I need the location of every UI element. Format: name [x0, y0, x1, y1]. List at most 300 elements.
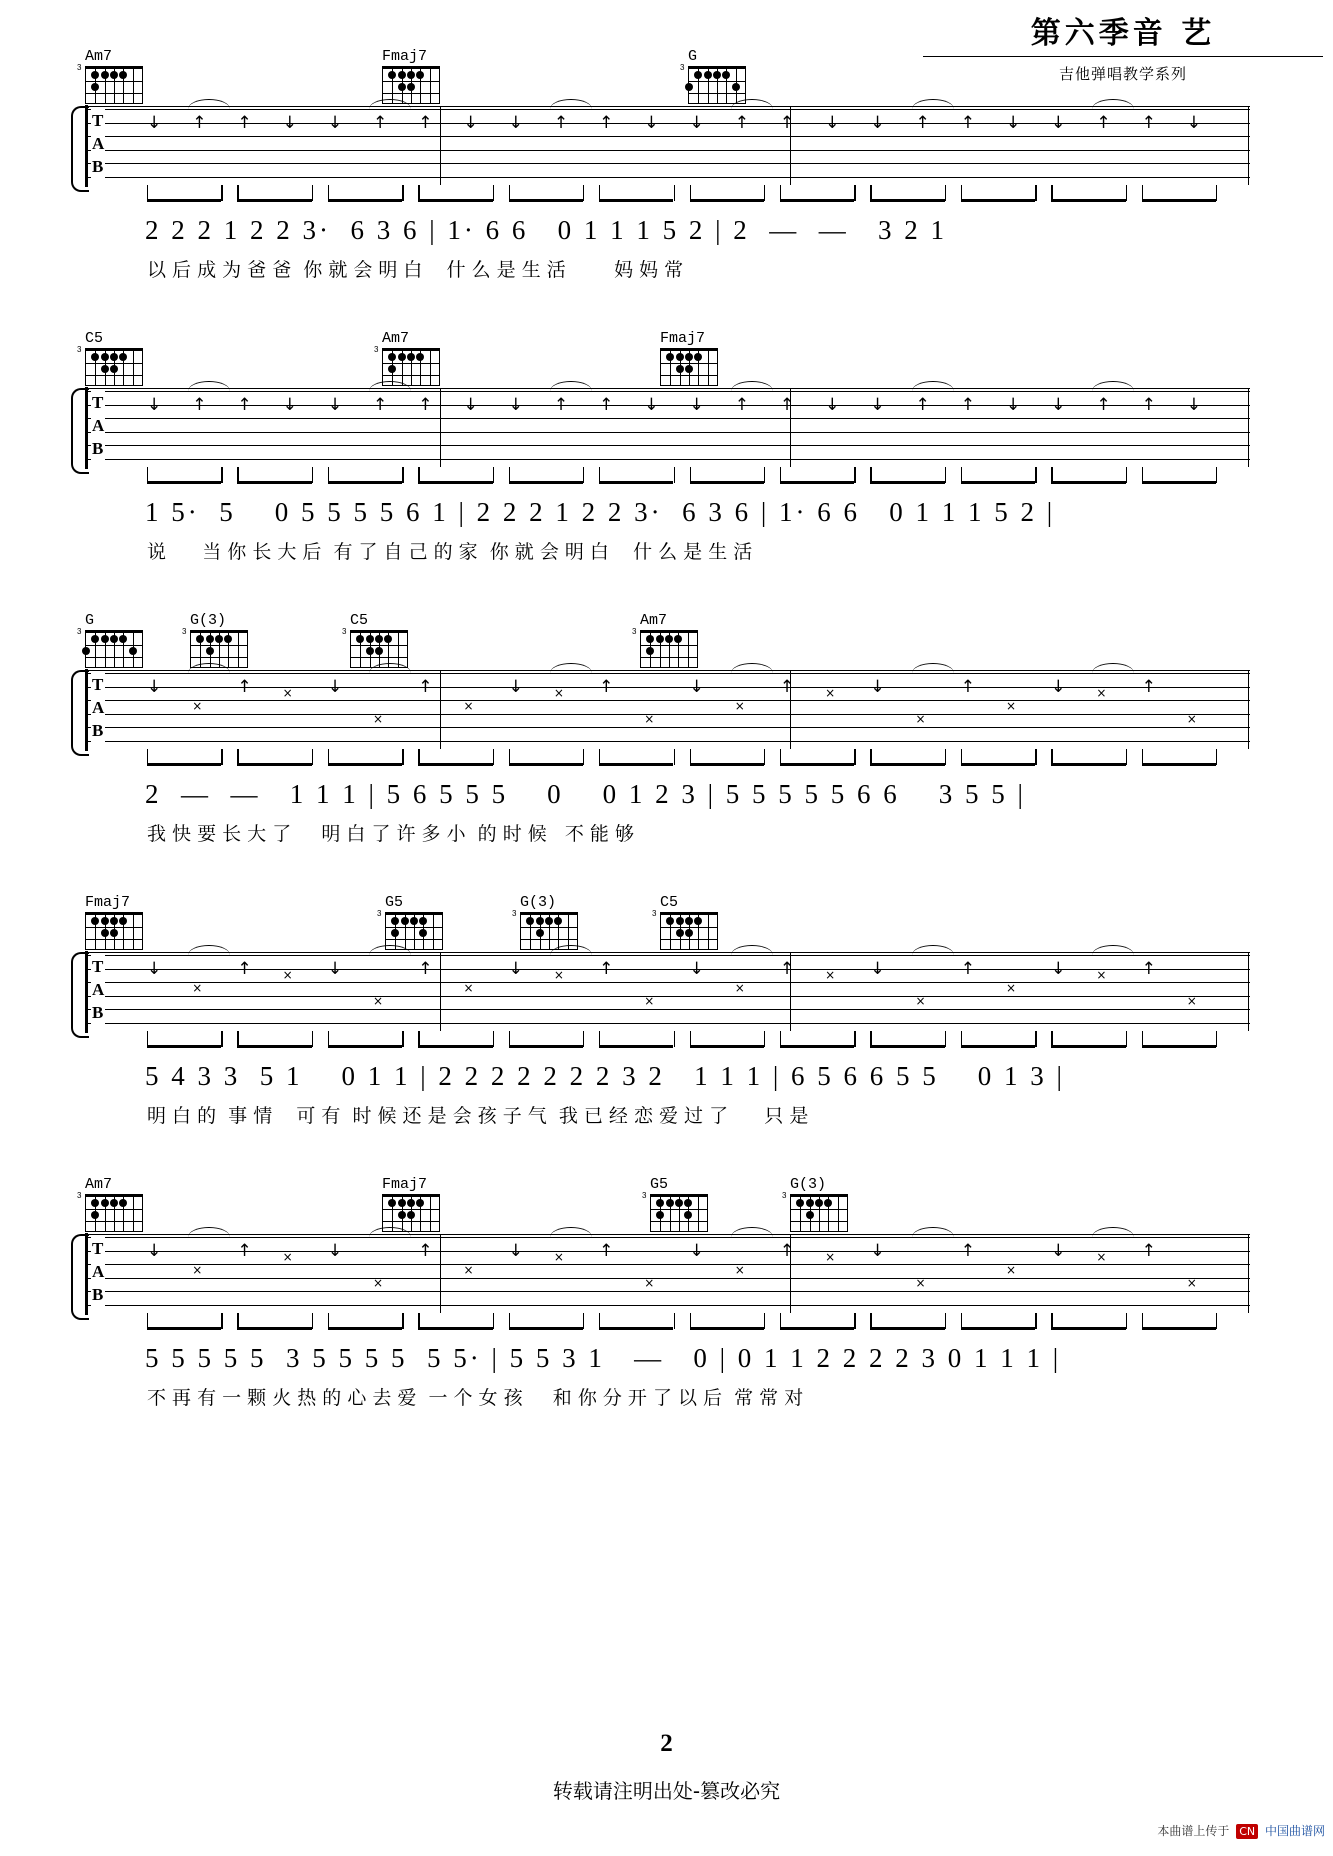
- strum-arrow: ↑: [1141, 1241, 1156, 1261]
- system-bracket: [71, 1234, 89, 1320]
- tab-clef: T A B: [92, 111, 105, 176]
- chord-grid: [790, 1194, 848, 1232]
- barline: [1248, 107, 1249, 185]
- lyrics-text: 说 当 你 长 大 后 有 了 自 己 的 家 你 就 会 明 白 什 么 是 生 活: [147, 541, 753, 563]
- chord-finger-dot: [110, 929, 118, 937]
- chord-finger-dot: [196, 635, 204, 643]
- barline: [1248, 953, 1249, 1031]
- mute-x-mark: ×: [644, 712, 655, 726]
- strum-arrow: ↓: [327, 395, 343, 415]
- strum-arrow: ↓: [1051, 1241, 1066, 1261]
- strum-arrow: ↑: [192, 395, 207, 415]
- chord-finger-dot: [407, 71, 415, 79]
- chord-finger-dot: [685, 353, 693, 361]
- notation-row: 5 4 3 3 5 1 0 1 1 | 2 2 2 2 2 2 2 3 2 1 1 1 | 6 5 6 6 5 5 0 1 3 |: [145, 1061, 1065, 1091]
- chord-finger-dot: [401, 917, 409, 925]
- strum-arrow: ↓: [870, 959, 885, 979]
- chord-row: [77, 612, 1250, 670]
- strum-arrow: ↓: [1051, 113, 1066, 133]
- header-title: 第六季音 艺: [1030, 16, 1216, 51]
- mute-x-mark: ×: [1096, 968, 1107, 982]
- chord-grid: [85, 348, 143, 386]
- strum-arrow: ↓: [508, 959, 523, 979]
- chord-finger-dot: [685, 929, 693, 937]
- strum-arrow: ↓: [644, 113, 659, 133]
- chord-finger-dot: [656, 635, 664, 643]
- strum-arrow: ↓: [1186, 113, 1202, 133]
- strum-arrow: ↓: [1051, 959, 1066, 979]
- strum-arrow: ↑: [1096, 395, 1111, 415]
- mute-x-mark: ×: [463, 699, 474, 713]
- tab-staff: [85, 1234, 1250, 1313]
- credit-site-name: 中国曲谱网: [1264, 1824, 1325, 1838]
- mute-x-mark: ×: [915, 1276, 926, 1290]
- strum-arrow: ↑: [960, 113, 975, 133]
- fret-marker: 3: [374, 345, 379, 354]
- strum-arrow: ↑: [237, 395, 252, 415]
- mute-x-mark: ×: [1186, 1276, 1197, 1290]
- chord-finger-dot: [416, 71, 424, 79]
- strum-arrow: ↑: [1141, 677, 1156, 697]
- mute-x-mark: ×: [373, 712, 384, 726]
- lyrics-row: [85, 819, 1250, 853]
- chord-finger-dot: [391, 917, 399, 925]
- chord-finger-dot: [646, 647, 654, 655]
- chord-finger-dot: [119, 1199, 127, 1207]
- strum-arrow: ↑: [192, 113, 207, 133]
- chord-finger-dot: [407, 1211, 415, 1219]
- chord-grid: [85, 66, 143, 104]
- chord-diagram-fmaj7: [660, 330, 730, 386]
- strum-arrow: ↑: [418, 113, 433, 133]
- chord-finger-dot: [82, 647, 90, 655]
- fret-marker: 3: [652, 909, 657, 918]
- strum-arrow: ↑: [779, 959, 795, 979]
- mute-x-mark: ×: [644, 1276, 655, 1290]
- chord-finger-dot: [536, 917, 544, 925]
- chord-finger-dot: [110, 1199, 118, 1207]
- strum-arrow: ↑: [1096, 113, 1111, 133]
- strum-arrow: ↓: [463, 395, 478, 415]
- mute-x-mark: ×: [282, 968, 293, 982]
- credit-prefix: 本曲谱上传于: [1157, 1824, 1230, 1838]
- chord-finger-dot: [101, 365, 109, 373]
- strum-arrow: ↑: [960, 395, 975, 415]
- chord-diagram-c5: [77, 330, 155, 386]
- fret-marker: 3: [77, 1191, 82, 1200]
- mute-x-mark: ×: [553, 686, 564, 700]
- chord-row: [77, 330, 1250, 388]
- chord-name: Am7: [85, 48, 113, 65]
- strum-arrow: ↑: [960, 959, 975, 979]
- chord-finger-dot: [110, 635, 118, 643]
- barline: [440, 389, 441, 467]
- chord-finger-dot: [110, 71, 118, 79]
- chord-finger-dot: [407, 1199, 415, 1207]
- lyrics-text: 不 再 有 一 颗 火 热 的 心 去 爱 一 个 女 孩 和 你 分 开 了 以 后 常 常 对: [147, 1387, 804, 1409]
- chord-finger-dot: [101, 353, 109, 361]
- mute-x-mark: ×: [373, 1276, 384, 1290]
- strum-arrow: ↑: [418, 677, 433, 697]
- chord-finger-dot: [398, 353, 406, 361]
- numbered-notation: [85, 493, 1250, 537]
- chord-finger-dot: [398, 71, 406, 79]
- page-number: 2: [660, 1730, 673, 1757]
- copyright-notice: 转载请注明出处-篡改必究: [552, 1779, 781, 1803]
- rhythm-beams: [85, 749, 1250, 775]
- strum-arrow: ↑: [553, 395, 569, 415]
- strum-arrow: ↓: [1051, 395, 1066, 415]
- chord-name: Fmaj7: [660, 330, 706, 347]
- chord-finger-dot: [119, 353, 127, 361]
- system-5: [77, 1176, 1250, 1417]
- chord-finger-dot: [388, 1199, 396, 1207]
- numbered-notation: [85, 211, 1250, 255]
- strum-arrow: ↓: [870, 113, 885, 133]
- system-bracket: [71, 952, 89, 1038]
- chord-name: G(3): [790, 1176, 827, 1193]
- mute-x-mark: ×: [734, 981, 745, 995]
- chord-finger-dot: [675, 1199, 683, 1207]
- chord-finger-dot: [375, 635, 383, 643]
- chord-finger-dot: [674, 635, 682, 643]
- numbered-notation: [85, 775, 1250, 819]
- chord-diagram-fmaj7: [382, 1176, 452, 1232]
- chord-diagram-g3: [512, 894, 590, 950]
- chord-finger-dot: [704, 71, 712, 79]
- chord-finger-dot: [398, 1199, 406, 1207]
- strum-arrow: ↑: [915, 113, 930, 133]
- notation-row: 2 2 2 1 2 2 3· 6 3 6 | 1· 6 6 0 1 1 1 5 2 | 2 — — 3 2 1: [145, 215, 948, 245]
- chord-finger-dot: [676, 917, 684, 925]
- chord-finger-dot: [536, 929, 544, 937]
- chord-finger-dot: [665, 635, 673, 643]
- chord-grid: [85, 1194, 143, 1232]
- strum-arrow: ↑: [1141, 395, 1156, 415]
- strum-arrow: ↓: [689, 113, 704, 133]
- chord-finger-dot: [806, 1199, 814, 1207]
- fret-marker: 3: [632, 627, 637, 636]
- chord-diagram-g3: [782, 1176, 860, 1232]
- system-bracket: [71, 388, 89, 474]
- chord-finger-dot: [119, 917, 127, 925]
- chord-finger-dot: [526, 917, 534, 925]
- rhythm-beams: [85, 467, 1250, 493]
- site-logo-icon: CN: [1236, 1824, 1258, 1839]
- mute-x-mark: ×: [463, 1263, 474, 1277]
- chord-finger-dot: [419, 929, 427, 937]
- mute-x-mark: ×: [1096, 686, 1107, 700]
- strum-arrow: ↑: [237, 113, 252, 133]
- strum-arrow: ↑: [418, 1241, 433, 1261]
- barline: [440, 953, 441, 1031]
- fret-marker: 3: [342, 627, 347, 636]
- strum-arrow: ↑: [779, 113, 795, 133]
- mute-x-mark: ×: [1005, 1263, 1017, 1277]
- chord-grid: [650, 1194, 708, 1232]
- chord-diagram-g5: [377, 894, 455, 950]
- system-2: [77, 330, 1250, 571]
- chord-finger-dot: [732, 83, 740, 91]
- strum-arrow: ↓: [147, 677, 162, 697]
- chord-name: Am7: [640, 612, 668, 629]
- chord-finger-dot: [713, 71, 721, 79]
- chord-finger-dot: [666, 1199, 674, 1207]
- tab-staff: [85, 952, 1250, 1031]
- chord-finger-dot: [416, 353, 424, 361]
- mute-x-mark: ×: [915, 712, 926, 726]
- chord-finger-dot: [676, 365, 684, 373]
- numbered-notation: [85, 1057, 1250, 1101]
- mute-x-mark: ×: [915, 994, 926, 1008]
- system-1: [77, 48, 1250, 289]
- chord-name: Fmaj7: [382, 1176, 428, 1193]
- chord-diagram-am7: [632, 612, 710, 668]
- strum-arrow: ↓: [689, 677, 704, 697]
- chord-finger-dot: [685, 917, 693, 925]
- chord-row: [85, 894, 1250, 952]
- strum-arrow: ↓: [463, 113, 478, 133]
- tab-staff: [85, 670, 1250, 749]
- chord-finger-dot: [694, 917, 702, 925]
- chord-name: G(3): [190, 612, 227, 629]
- mute-x-mark: ×: [192, 1263, 203, 1277]
- chord-name: G(3): [520, 894, 557, 911]
- strum-arrow: ↑: [779, 677, 795, 697]
- mute-x-mark: ×: [644, 994, 655, 1008]
- chord-finger-dot: [119, 635, 127, 643]
- chord-finger-dot: [91, 353, 99, 361]
- fret-marker: 3: [77, 63, 82, 72]
- chord-finger-dot: [91, 71, 99, 79]
- mute-x-mark: ×: [282, 686, 293, 700]
- chord-finger-dot: [666, 917, 674, 925]
- chord-row: [77, 1176, 1250, 1234]
- notation-row: 1 5· 5 0 5 5 5 5 6 1 | 2 2 2 1 2 2 3· 6 3 6 | 1· 6 6 0 1 1 1 5 2 |: [145, 497, 1056, 527]
- barline: [1248, 1235, 1249, 1313]
- chord-finger-dot: [685, 83, 693, 91]
- chord-name: C5: [85, 330, 104, 347]
- chord-finger-dot: [694, 71, 702, 79]
- chord-finger-dot: [91, 83, 99, 91]
- chord-finger-dot: [388, 71, 396, 79]
- chord-finger-dot: [101, 1199, 109, 1207]
- chord-finger-dot: [375, 647, 383, 655]
- strum-arrow: ↓: [870, 1241, 885, 1261]
- chord-finger-dot: [110, 365, 118, 373]
- fret-marker: 3: [77, 345, 82, 354]
- chord-grid: [660, 348, 718, 386]
- strum-arrow: ↑: [599, 395, 614, 415]
- mute-x-mark: ×: [192, 699, 203, 713]
- chord-finger-dot: [91, 917, 99, 925]
- strum-arrow: ↓: [147, 113, 162, 133]
- strum-arrow: ↓: [327, 113, 343, 133]
- chord-diagram-c5: [652, 894, 730, 950]
- strum-arrow: ↓: [689, 1241, 704, 1261]
- strum-arrow: ↓: [327, 677, 343, 697]
- barline: [440, 671, 441, 749]
- chord-finger-dot: [110, 353, 118, 361]
- tab-clef: T A B: [92, 393, 105, 458]
- strum-arrow: ↑: [1141, 113, 1156, 133]
- chord-diagram-c5: [342, 612, 420, 668]
- chord-finger-dot: [676, 929, 684, 937]
- mute-x-mark: ×: [825, 1250, 836, 1264]
- lyrics-text: 以 后 成 为 爸 爸 你 就 会 明 白 什 么 是 生 活 妈 妈 常: [147, 259, 684, 281]
- chord-finger-dot: [419, 917, 427, 925]
- chord-finger-dot: [545, 917, 553, 925]
- strum-arrow: ↓: [327, 959, 343, 979]
- mute-x-mark: ×: [282, 1250, 293, 1264]
- chord-finger-dot: [407, 83, 415, 91]
- tab-clef: T A B: [92, 1239, 105, 1304]
- lyrics-text: 我 快 要 长 大 了 明 白 了 许 多 小 的 时 候 不 能 够: [147, 823, 634, 845]
- chord-finger-dot: [656, 1199, 664, 1207]
- site-credit: [1157, 1822, 1325, 1839]
- strum-arrow: ↑: [418, 959, 433, 979]
- chord-finger-dot: [101, 917, 109, 925]
- tab-clef: T A B: [92, 957, 105, 1022]
- chord-name: G5: [385, 894, 404, 911]
- strum-arrow: ↓: [147, 395, 162, 415]
- chord-finger-dot: [119, 71, 127, 79]
- lyrics-row: [85, 1101, 1250, 1135]
- chord-diagram-g: [77, 612, 155, 668]
- chord-name: Fmaj7: [382, 48, 428, 65]
- strum-arrow: ↓: [870, 677, 885, 697]
- strum-arrow: ↓: [508, 395, 523, 415]
- chord-grid: [640, 630, 698, 668]
- strum-arrow: ↓: [1005, 113, 1021, 133]
- chord-name: Fmaj7: [85, 894, 131, 911]
- chord-name: Am7: [85, 1176, 113, 1193]
- fret-marker: 3: [680, 63, 685, 72]
- chord-diagram-am7: [77, 1176, 155, 1232]
- header-subtitle: 吉他弹唱教学系列: [1058, 65, 1187, 83]
- fret-marker: 3: [182, 627, 187, 636]
- lyrics-row: [85, 1383, 1250, 1417]
- chord-finger-dot: [554, 917, 562, 925]
- chord-finger-dot: [356, 635, 364, 643]
- strum-arrow: ↓: [1186, 395, 1202, 415]
- rhythm-beams: [85, 1031, 1250, 1057]
- strum-arrow: ↑: [373, 395, 388, 415]
- mute-x-mark: ×: [825, 968, 836, 982]
- chord-finger-dot: [666, 353, 674, 361]
- chord-finger-dot: [796, 1199, 804, 1207]
- chord-finger-dot: [676, 353, 684, 361]
- chord-finger-dot: [101, 929, 109, 937]
- strum-arrow: ↑: [915, 395, 930, 415]
- chord-row: [77, 48, 1250, 106]
- chord-finger-dot: [694, 353, 702, 361]
- system-bracket: [71, 670, 89, 756]
- chord-name: G: [85, 612, 95, 629]
- fret-marker: 3: [642, 1191, 647, 1200]
- chord-name: C5: [660, 894, 679, 911]
- mute-x-mark: ×: [1005, 699, 1017, 713]
- chord-finger-dot: [110, 917, 118, 925]
- chord-finger-dot: [366, 635, 374, 643]
- mute-x-mark: ×: [1005, 981, 1017, 995]
- chord-finger-dot: [101, 635, 109, 643]
- chord-finger-dot: [684, 1199, 692, 1207]
- chord-finger-dot: [388, 365, 396, 373]
- strum-arrow: ↓: [825, 113, 840, 133]
- mute-x-mark: ×: [192, 981, 203, 995]
- mute-x-mark: ×: [734, 1263, 745, 1277]
- system-4: [85, 894, 1250, 1135]
- rhythm-beams: [85, 1313, 1250, 1339]
- chord-diagram-g5: [642, 1176, 720, 1232]
- chord-finger-dot: [391, 929, 399, 937]
- mute-x-mark: ×: [463, 981, 474, 995]
- chord-grid: [85, 912, 143, 950]
- chord-finger-dot: [407, 353, 415, 361]
- chord-finger-dot: [215, 635, 223, 643]
- chord-grid: [688, 66, 746, 104]
- chord-grid: [350, 630, 408, 668]
- barline: [440, 1235, 441, 1313]
- chord-finger-dot: [722, 71, 730, 79]
- strum-arrow: ↑: [418, 395, 433, 415]
- notation-row: 2 — — 1 1 1 | 5 6 5 5 5 0 0 1 2 3 | 5 5 5 5 5 6 6 3 5 5 |: [145, 779, 1026, 809]
- notation-row: 5 5 5 5 5 3 5 5 5 5 5 5· | 5 5 3 1 — 0 | 0 1 1 2 2 2 2 3 0 1 1 1 |: [145, 1343, 1062, 1373]
- tab-staff: [85, 388, 1250, 467]
- chord-finger-dot: [398, 1211, 406, 1219]
- strum-arrow: ↑: [553, 113, 569, 133]
- strum-arrow: ↓: [508, 677, 523, 697]
- rhythm-beams: [85, 185, 1250, 211]
- fret-marker: 3: [512, 909, 517, 918]
- chord-diagram-fmaj7: [382, 48, 452, 104]
- chord-finger-dot: [388, 353, 396, 361]
- strum-arrow: ↓: [689, 959, 704, 979]
- chord-finger-dot: [656, 1211, 664, 1219]
- chord-diagram-am7: [374, 330, 452, 386]
- strum-arrow: ↑: [237, 677, 252, 697]
- chord-finger-dot: [685, 365, 693, 373]
- fret-marker: 3: [782, 1191, 787, 1200]
- system-3: [77, 612, 1250, 853]
- system-bracket: [71, 106, 89, 192]
- chord-diagram-g3: [182, 612, 260, 668]
- strum-arrow: ↑: [960, 677, 975, 697]
- chord-finger-dot: [384, 635, 392, 643]
- mute-x-mark: ×: [825, 686, 836, 700]
- strum-arrow: ↑: [779, 1241, 795, 1261]
- strum-arrow: ↓: [644, 395, 659, 415]
- mute-x-mark: ×: [734, 699, 745, 713]
- lyrics-row: [85, 255, 1250, 289]
- chord-name: C5: [350, 612, 369, 629]
- chord-finger-dot: [101, 71, 109, 79]
- barline: [440, 107, 441, 185]
- strum-arrow: ↓: [327, 1241, 343, 1261]
- mute-x-mark: ×: [553, 1250, 564, 1264]
- strum-arrow: ↑: [237, 959, 252, 979]
- fret-marker: 3: [377, 909, 382, 918]
- chord-diagram-am7: [77, 48, 155, 104]
- chord-diagram-g: [680, 48, 758, 104]
- barline: [1248, 389, 1249, 467]
- strum-arrow: ↑: [599, 113, 614, 133]
- strum-arrow: ↓: [282, 395, 297, 415]
- chord-finger-dot: [206, 635, 214, 643]
- mute-x-mark: ×: [553, 968, 564, 982]
- chord-grid: [190, 630, 248, 668]
